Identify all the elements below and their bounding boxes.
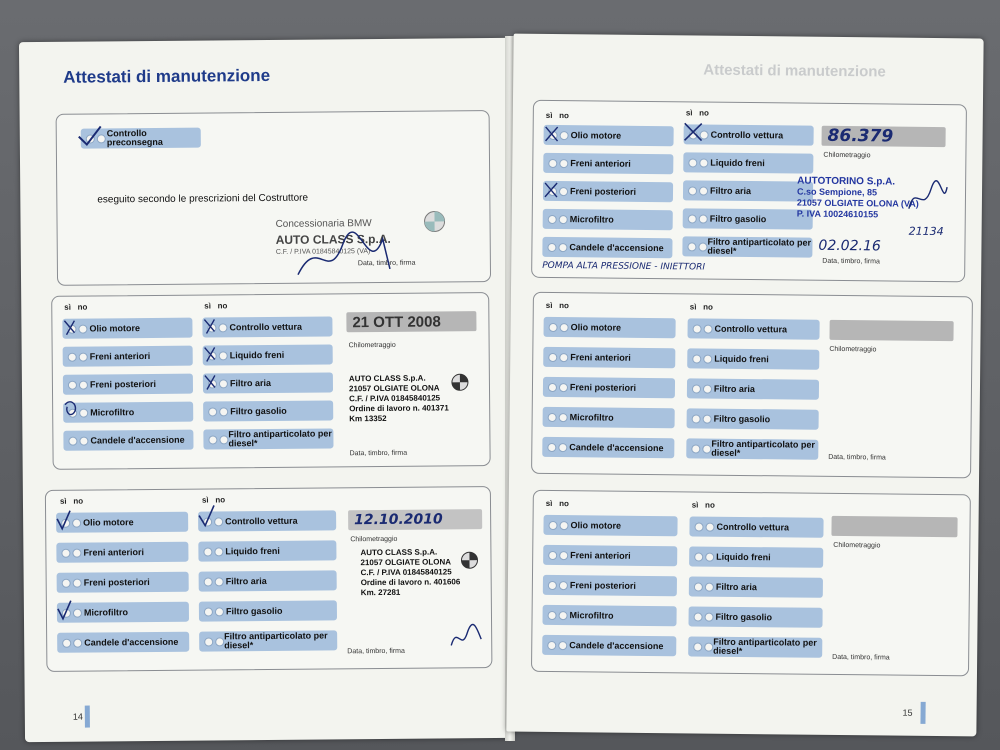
stamp-dealer-name: AUTO CLASS S.p.A.	[275, 231, 391, 247]
check-freni-posteriori[interactable]: Freni posteriori	[543, 377, 675, 398]
check-freni-posteriori[interactable]: Freni posteriori	[543, 575, 677, 596]
check-filtro-gasolio[interactable]: Filtro gasolio	[688, 606, 822, 627]
check-candele[interactable]: Candele d'accensione	[542, 437, 674, 458]
bmw-logo-icon	[422, 209, 446, 233]
check-microfiltro[interactable]: Microfiltro	[543, 407, 675, 428]
date-handwritten: 12.10.2010	[348, 509, 482, 530]
yes-no-header-right: sì no	[691, 500, 715, 510]
handwritten-note: POMPA ALTA PRESSIONE - INIETTORI	[542, 260, 706, 273]
predelivery-label: Controllo preconsegna	[81, 128, 201, 149]
dealer-stamp: AUTOTORINO S.p.A. C.so Sempione, 85 21057 OLGIATE OLONA (VA) P. IVA 10024610155	[796, 175, 919, 220]
page-tab	[85, 706, 90, 728]
km-label: Chilometraggio	[833, 541, 881, 550]
check-filtro-antiparticolato[interactable]: Filtro antiparticolato per diesel*	[686, 438, 818, 459]
km-field[interactable]	[831, 516, 957, 537]
check-filtro-antiparticolato[interactable]: Filtro antiparticolato per diesel*	[203, 428, 333, 449]
km-label: Chilometraggio	[350, 535, 398, 544]
dealer-stamp: AUTO CLASS S.p.A. 21057 OLGIATE OLONA C.F. / P.IVA 01845840125 Ordine di lavoro n. 401606 Km. 27281	[360, 547, 461, 598]
check-filtro-aria[interactable]: Filtro aria	[203, 372, 333, 393]
check-liquido-freni[interactable]: Liquido freni	[687, 348, 819, 369]
check-freni-posteriori[interactable]: Freni posteriori	[63, 374, 193, 395]
date-stamp: 21 OTT 2008	[346, 311, 476, 332]
check-freni-posteriori[interactable]: Freni posteriori	[57, 572, 189, 593]
check-freni-anteriori[interactable]: Freni anteriori	[63, 346, 193, 367]
yes-no-header-left: sì no	[545, 300, 569, 311]
page-title: Attestati di manutenzione	[63, 65, 271, 87]
check-candele[interactable]: Candele d'accensione	[542, 635, 676, 656]
right-page	[506, 34, 983, 737]
stamp-dealer-type: Concessionaria BMW	[275, 218, 372, 230]
check-freni-anteriori[interactable]: Freni anteriori	[543, 347, 675, 368]
km-field[interactable]	[829, 320, 953, 341]
check-olio-motore[interactable]: Olio motore	[56, 512, 188, 533]
km-value: 86.379	[822, 126, 946, 147]
footer-label: Data, timbro, firma	[347, 647, 405, 656]
footer-label: Data, timbro, firma	[832, 653, 890, 662]
check-filtro-aria[interactable]: Filtro aria	[687, 378, 819, 399]
check-filtro-gasolio[interactable]: Filtro gasolio	[683, 208, 813, 229]
hand-x-mark-icon	[682, 120, 706, 144]
check-controllo-vettura[interactable]: Controllo vettura	[684, 124, 814, 145]
check-freni-anteriori[interactable]: Freni anteriori	[543, 545, 677, 566]
check-controllo-vettura[interactable]: Controllo vettura	[687, 318, 819, 339]
check-filtro-gasolio[interactable]: Filtro gasolio	[199, 600, 337, 621]
check-liquido-freni[interactable]: Liquido freni	[689, 546, 823, 567]
predelivery-text: eseguito secondo le prescrizioni del Costruttore	[97, 192, 309, 206]
predelivery-footer: Data, timbro, firma	[357, 259, 416, 268]
hand-x-marks-icon	[541, 123, 564, 209]
predelivery-box	[56, 110, 491, 286]
check-controllo-vettura[interactable]: Controllo vettura	[689, 516, 823, 537]
check-candele[interactable]: Candele d'accensione	[57, 632, 189, 653]
check-filtro-gasolio[interactable]: Filtro gasolio	[687, 408, 819, 429]
check-microfiltro[interactable]: Microfiltro	[542, 605, 676, 626]
page-number: 14	[72, 711, 83, 722]
check-olio-motore[interactable]: Olio motore	[544, 125, 674, 146]
check-filtro-aria[interactable]: Filtro aria	[689, 576, 823, 597]
check-microfiltro[interactable]: Microfiltro	[543, 209, 673, 230]
check-filtro-antiparticolato[interactable]: Filtro antiparticolato per diesel*	[688, 636, 822, 657]
order-number: 21134	[908, 224, 944, 239]
check-controllo-vettura[interactable]: Controllo vettura	[198, 510, 336, 531]
check-microfiltro[interactable]: Microfiltro	[57, 602, 189, 623]
check-freni-anteriori[interactable]: Freni anteriori	[543, 153, 673, 174]
check-liquido-freni[interactable]: Liquido freni	[683, 152, 813, 173]
hand-marks-icon	[60, 315, 83, 455]
bmw-logo-icon	[451, 373, 469, 391]
check-mark-icon	[196, 503, 218, 529]
footer-label: Data, timbro, firma	[822, 257, 880, 266]
km-label: Chilometraggio	[829, 345, 877, 354]
check-liquido-freni[interactable]: Liquido freni	[203, 344, 333, 365]
yes-no-header-left: sì no	[545, 110, 569, 121]
check-olio-motore[interactable]: Olio motore	[543, 515, 677, 536]
check-olio-motore[interactable]: Olio motore	[62, 318, 192, 339]
page-tab	[920, 702, 925, 724]
check-filtro-aria[interactable]: Filtro aria	[199, 570, 337, 591]
yes-no-header-left: sì no	[545, 498, 569, 509]
footer-label: Data, timbro, firma	[349, 449, 408, 458]
bmw-logo-icon	[460, 551, 478, 569]
signature-icon	[288, 224, 409, 285]
signature-icon	[447, 621, 487, 651]
check-candele[interactable]: Candele d'accensione	[542, 237, 672, 258]
check-marks-icon	[54, 509, 75, 629]
check-liquido-freni[interactable]: Liquido freni	[198, 540, 336, 561]
check-olio-motore[interactable]: Olio motore	[543, 317, 675, 338]
km-label: Chilometraggio	[348, 341, 396, 350]
yes-no-header-right: sì no	[204, 301, 228, 311]
left-page	[19, 38, 513, 742]
yes-no-header-left: sì no	[64, 302, 88, 312]
ghost-title: Attestati di manutenzione	[703, 61, 886, 81]
yes-no-header-left: sì no	[59, 496, 84, 506]
yes-no-header-right: sì no	[685, 108, 710, 118]
check-microfiltro[interactable]: Microfiltro	[63, 402, 193, 423]
check-filtro-antiparticolato[interactable]: Filtro antiparticolato per diesel*	[682, 236, 812, 257]
stamp-dealer-tax: C.F. / P.IVA 01845840125 (VA)	[275, 248, 371, 256]
signature-icon	[903, 179, 953, 220]
hand-marks-right-icon	[200, 313, 223, 423]
check-filtro-gasolio[interactable]: Filtro gasolio	[203, 400, 333, 421]
footer-label: Data, timbro, firma	[828, 453, 886, 462]
dealer-stamp: AUTO CLASS S.p.A. 21057 OLGIATE OLONA C.F. / P.IVA 01845840125 Ordine di lavoro n. 401371 Km 13352	[348, 373, 449, 424]
maintenance-box-5	[531, 490, 971, 677]
check-filtro-antiparticolato[interactable]: Filtro antiparticolato per diesel*	[199, 630, 337, 651]
check-mark-icon	[75, 122, 105, 150]
check-candele[interactable]: Candele d'accensione	[63, 430, 193, 451]
maintenance-box-1	[51, 292, 491, 470]
yes-no-header-right: sì no	[201, 495, 226, 505]
page-number: 15	[902, 707, 913, 718]
date-handwritten: 02.02.16	[818, 237, 881, 255]
maintenance-box-2	[45, 486, 493, 672]
km-label: Chilometraggio	[823, 151, 871, 160]
check-freni-posteriori[interactable]: Freni posteriori	[543, 181, 673, 202]
check-filtro-aria[interactable]: Filtro aria	[683, 180, 813, 201]
maintenance-box-4	[531, 292, 973, 479]
yes-no-header-right: sì no	[689, 302, 713, 312]
check-controllo-vettura[interactable]: Controllo vettura	[202, 316, 332, 337]
maintenance-box-3	[531, 100, 967, 283]
check-freni-anteriori[interactable]: Freni anteriori	[56, 542, 188, 563]
